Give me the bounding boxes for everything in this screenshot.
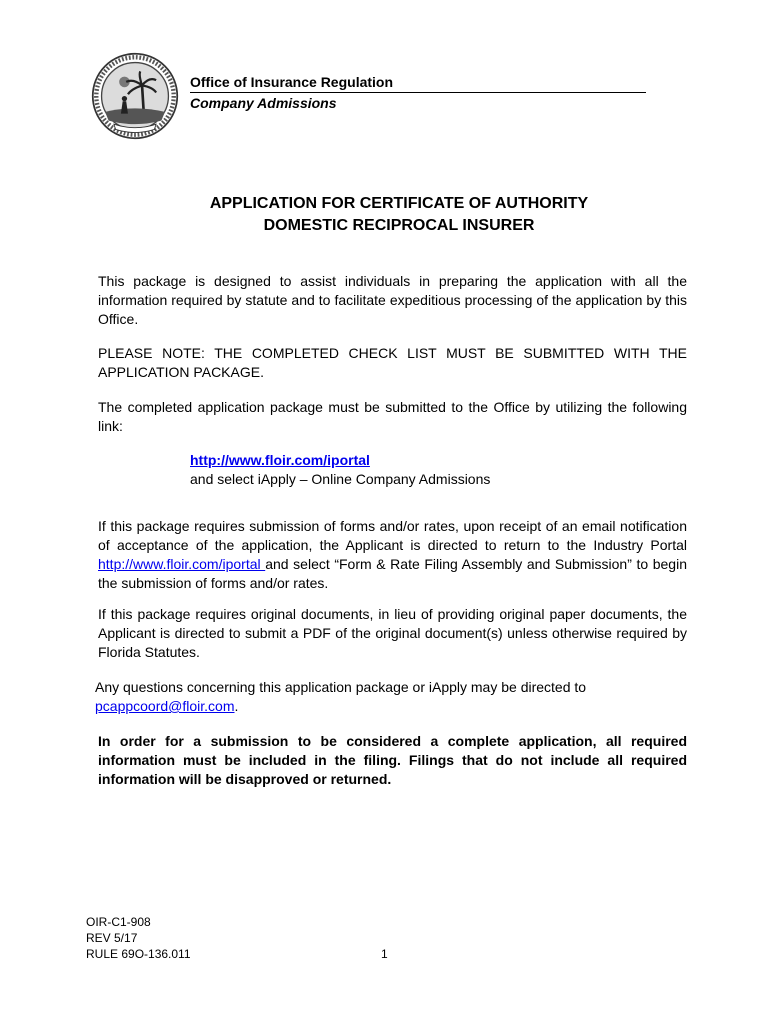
title-line-1: APPLICATION FOR CERTIFICATE OF AUTHORITY (209, 195, 589, 212)
division-name: Company Admissions (190, 95, 337, 111)
questions-paragraph (95, 678, 684, 716)
portal-link[interactable]: http://www.floir.com/iportal (190, 452, 370, 468)
originals-paragraph: If this package requires original documents, in lieu of providing original paper documents, the Applicant is directed to submit a PDF of the original document(s) unless otherwise required by Florida Statutes. (98, 606, 687, 660)
footer-form-info (86, 914, 191, 962)
florida-seal-icon (91, 52, 179, 140)
title-line-2: DOMESTIC RECIPROCAL INSURER (263, 217, 535, 234)
note-paragraph: PLEASE NOTE: THE COMPLETED CHECK LIST MUST BE SUBMITTED WITH THE APPLICATION PACKAGE. (98, 345, 687, 380)
office-name: Office of Insurance Regulation (190, 74, 646, 93)
questions-period: . (234, 698, 239, 714)
forms-rates-text-before: If this package requires submission of forms and/or rates, upon receipt of an email notification of acceptance of the application, the Applicant is directed to return to the Industry Portal (98, 518, 687, 553)
form-rule: RULE 69O-136.011 (86, 947, 191, 961)
portal-block (190, 451, 490, 489)
forms-rates-paragraph (98, 517, 687, 593)
form-revision: REV 5/17 (86, 931, 138, 945)
page-number: 1 (381, 947, 388, 961)
industry-portal-link[interactable]: http://www.floir.com/iportal (98, 556, 266, 572)
questions-text: Any questions concerning this application package or iApply may be directed to (95, 679, 587, 695)
intro-paragraph: This package is designed to assist individuals in preparing the application with all the information required by statute and to facilitate expeditious processing of the application by this Office. (98, 273, 687, 327)
portal-instruction: and select iApply – Online Company Admissions (190, 471, 491, 487)
forms-rates-text-after: and select “Form & Rate Filing Assembly and Submission” to begin the submission of forms and/or rates. (98, 556, 687, 591)
document-title (0, 193, 770, 237)
submit-paragraph: The completed application package must be submitted to the Office by utilizing the following link: (98, 399, 687, 434)
header (190, 74, 646, 112)
contact-email-link[interactable]: pcappcoord@floir.com (95, 698, 235, 714)
complete-application-notice: In order for a submission to be considered a complete application, all required information must be included in the filing. Filings that do not include all required information will be disapproved or returned. (98, 733, 687, 787)
form-number: OIR-C1-908 (86, 915, 151, 929)
